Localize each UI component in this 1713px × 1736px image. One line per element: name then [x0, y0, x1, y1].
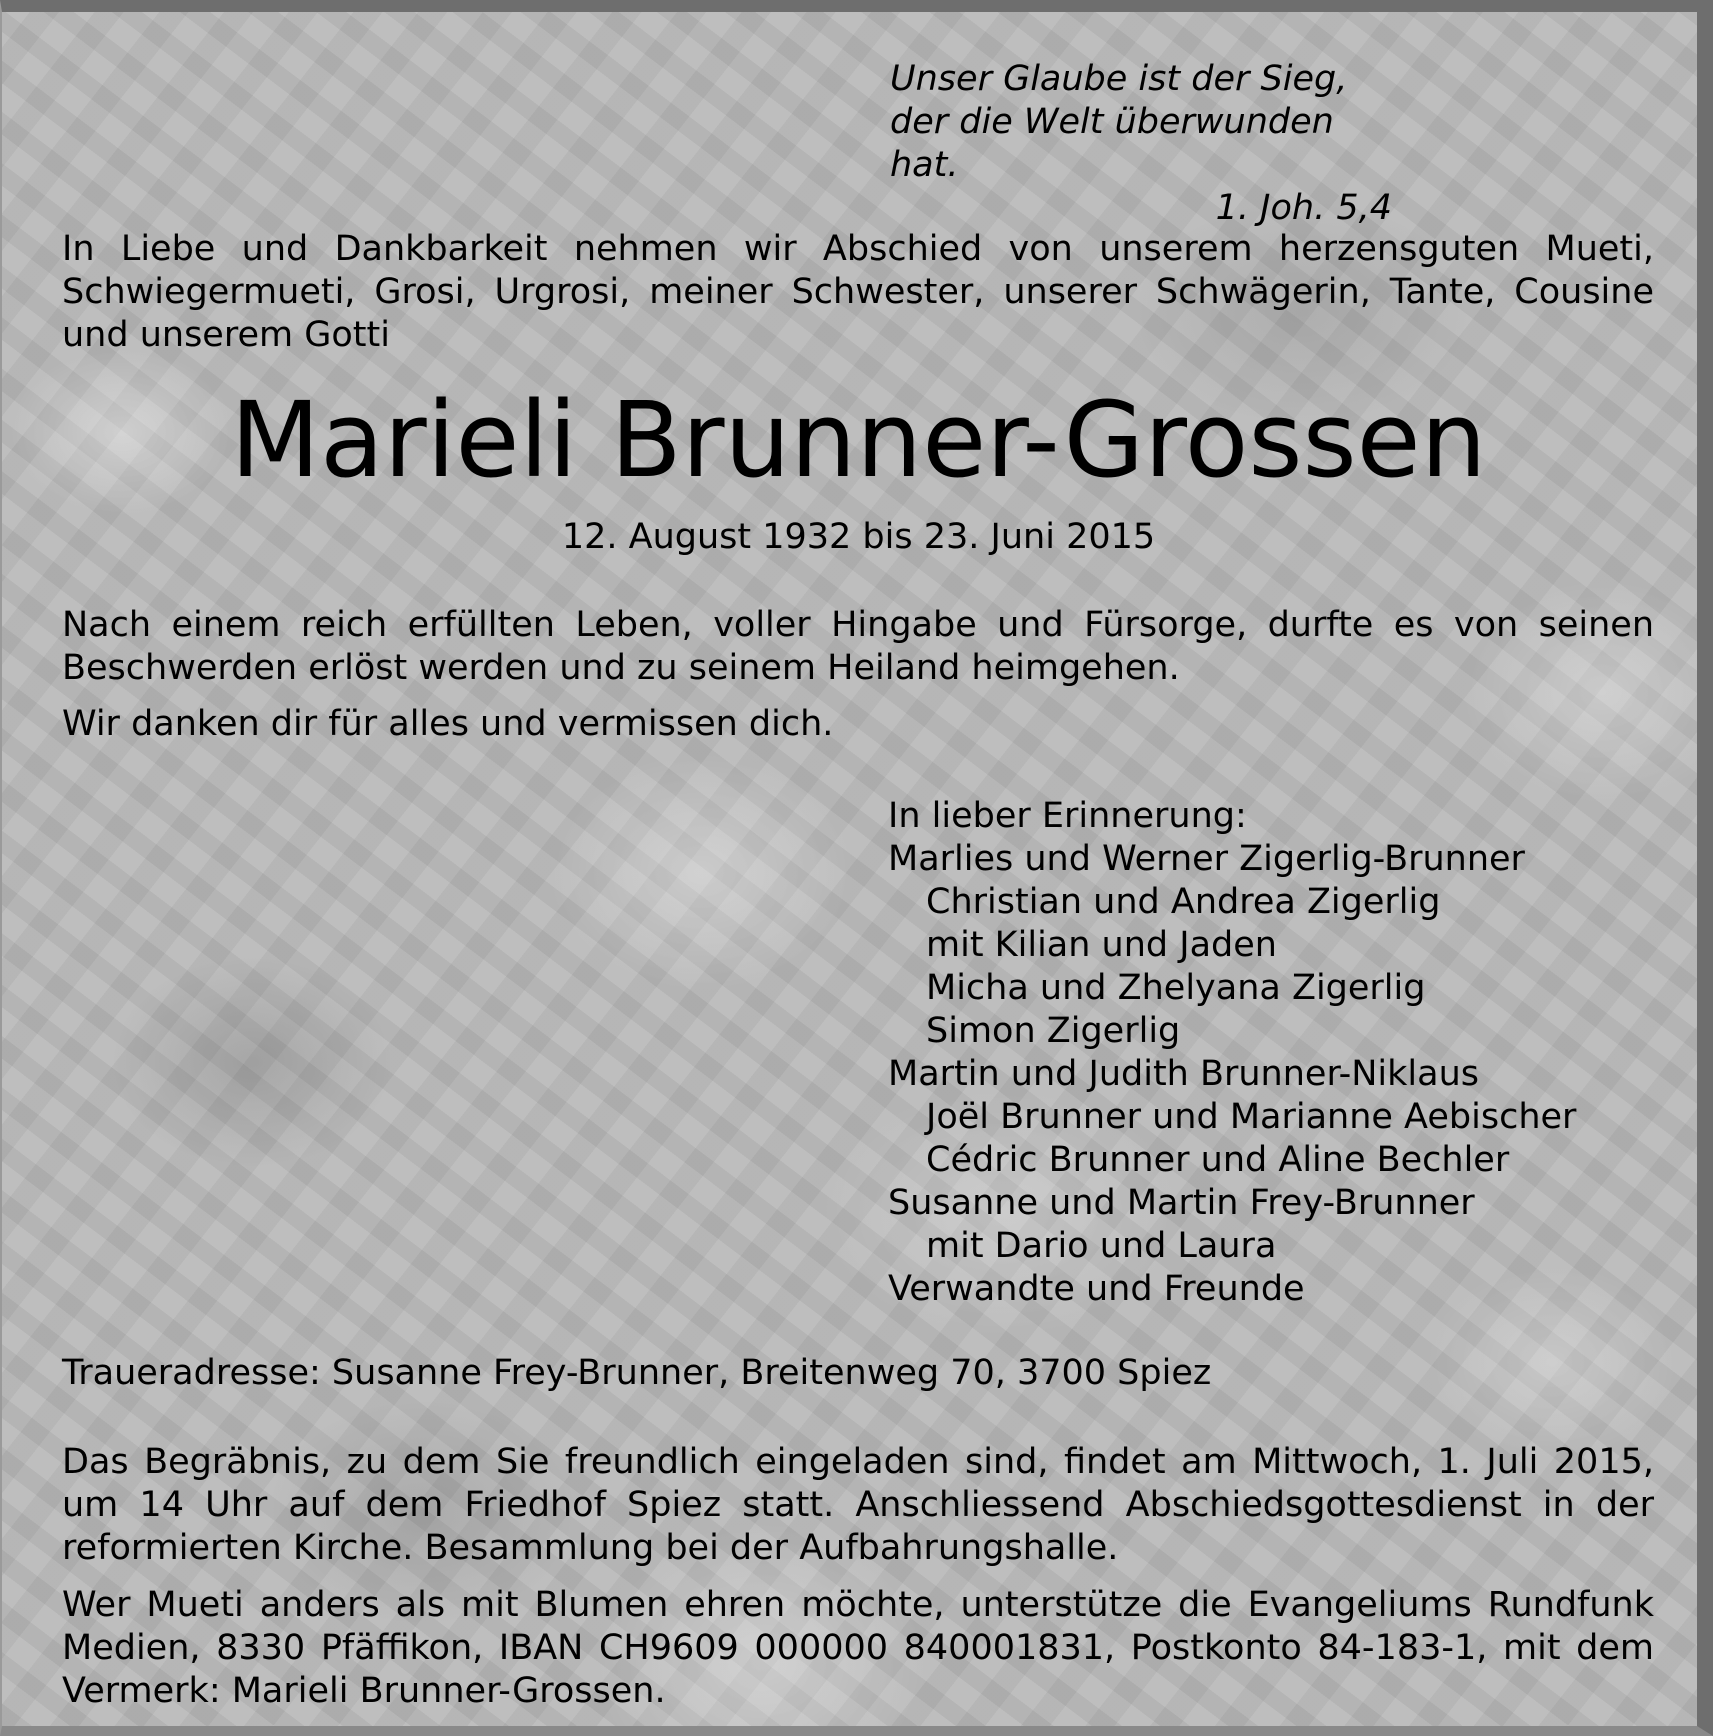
funeral-info: Das Begräbnis, zu dem Sie freundlich eingeladen sind, findet am Mittwoch, 1. Juli 2015, um 14 Uhr auf dem Friedhof Spiez statt. Anschliessend Abschiedsgottesdienst in der reformierten Kirche. Besammlung bei der Aufbahrungshalle.: [62, 1442, 1654, 1568]
thanks-paragraph: Wir danken dir für alles und vermissen dich.: [62, 704, 834, 744]
verse-line-1: Unser Glaube ist der Sieg,: [890, 59, 1348, 99]
mourner-line: mit Dario und Laura: [926, 1226, 1277, 1266]
life-paragraph: Nach einem reich erfüllten Leben, voller Hingabe und Fürsorge, durfte es von seinen Beschwerden erlöst werden und zu seinem Heiland heimgehen.: [62, 605, 1654, 688]
deceased-name: Marieli Brunner-Grossen: [230, 379, 1487, 501]
mourners-heading: In lieber Erinnerung:: [888, 796, 1247, 836]
life-dates: 12. August 1932 bis 23. Juni 2015: [561, 517, 1156, 557]
intro-text: In Liebe und Dankbarkeit nehmen wir Abschied von unserem herzensguten Mueti, Schwiegermueti, Grosi, Urgrosi, meiner Schwester, unserer Schwägerin, Tante, Cousine und unserem Gotti: [62, 229, 1654, 355]
donation-info: Wer Mueti anders als mit Blumen ehren möchte, unterstütze die Evangeliums Rundfunk Medien, 8330 Pfäffikon, IBAN CH9609 000000 840001831, Postkonto 84-183-1, mit dem Vermerk: Marieli Brunner-Grossen.: [62, 1585, 1654, 1711]
mourner-line: Joël Brunner und Marianne Aebischer: [926, 1097, 1577, 1137]
mourner-line: Susanne und Martin Frey-Brunner: [888, 1183, 1475, 1223]
mourner-line: Cédric Brunner und Aline Bechler: [926, 1140, 1510, 1180]
bible-verse: [890, 58, 1390, 230]
mourner-line: Verwandte und Freunde: [888, 1269, 1305, 1309]
mourner-line: Marlies und Werner Zigerlig-Brunner: [888, 839, 1525, 879]
mourning-address: Traueradresse: Susanne Frey-Brunner, Breitenweg 70, 3700 Spiez: [62, 1353, 1212, 1393]
mourner-line: Martin und Judith Brunner-Niklaus: [888, 1054, 1480, 1094]
verse-reference: 1. Joh. 5,4: [1215, 188, 1392, 228]
mourner-lines: [888, 838, 1688, 1311]
mourners-list: [888, 795, 1688, 1311]
mourner-line: Simon Zigerlig: [926, 1011, 1181, 1051]
mourner-line: mit Kilian und Jaden: [926, 925, 1277, 965]
mourner-line: Christian und Andrea Zigerlig: [926, 882, 1441, 922]
verse-line-2: der die Welt überwunden hat.: [890, 102, 1334, 185]
mourner-line: Micha und Zhelyana Zigerlig: [926, 968, 1426, 1008]
